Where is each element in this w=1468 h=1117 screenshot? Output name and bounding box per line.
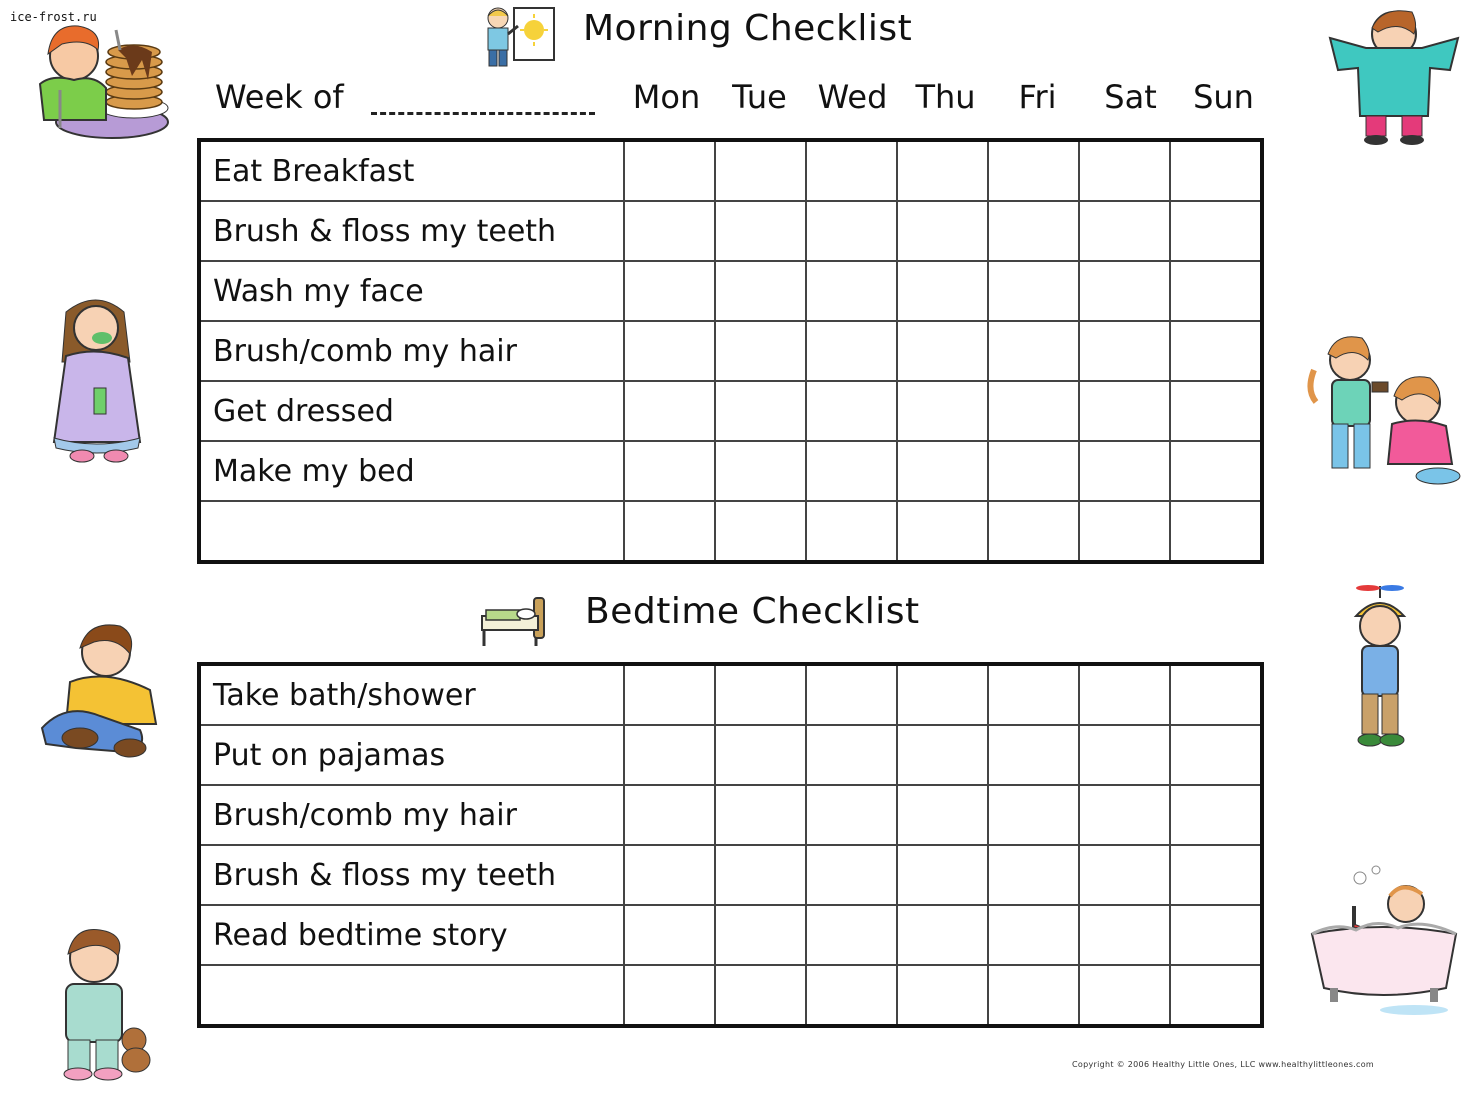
check-box[interactable]	[897, 905, 988, 965]
task-label: Wash my face	[199, 261, 624, 321]
check-box[interactable]	[988, 321, 1079, 381]
check-box[interactable]	[897, 201, 988, 261]
check-box[interactable]	[988, 381, 1079, 441]
boy-with-propeller-cap-icon	[1340, 582, 1420, 754]
check-box[interactable]	[988, 501, 1079, 562]
day-label-wed: Wed	[817, 78, 888, 116]
check-box[interactable]	[897, 725, 988, 785]
check-box[interactable]	[624, 725, 715, 785]
day-label-sun: Sun	[1193, 78, 1254, 116]
task-label: Make my bed	[199, 441, 624, 501]
week-of-blank-line	[371, 112, 595, 115]
check-box[interactable]	[624, 441, 715, 501]
task-label: Put on pajamas	[199, 725, 624, 785]
table-row	[199, 201, 1262, 261]
task-label: Brush & floss my teeth	[199, 845, 624, 905]
check-box[interactable]	[1170, 725, 1262, 785]
check-box[interactable]	[806, 725, 897, 785]
table-row	[199, 965, 1262, 1026]
morning-checklist-title: Morning Checklist	[583, 8, 913, 49]
day-label-mon: Mon	[632, 78, 701, 116]
check-box[interactable]	[715, 664, 806, 725]
check-box[interactable]	[897, 321, 988, 381]
check-box[interactable]	[897, 140, 988, 201]
check-box[interactable]	[806, 140, 897, 201]
check-box[interactable]	[897, 845, 988, 905]
check-box[interactable]	[715, 140, 806, 201]
check-box[interactable]	[624, 785, 715, 845]
table-row	[199, 845, 1262, 905]
task-label: Take bath/shower	[199, 664, 624, 725]
check-box[interactable]	[624, 965, 715, 1026]
check-box[interactable]	[715, 321, 806, 381]
day-label-thu: Thu	[915, 78, 976, 116]
check-box[interactable]	[715, 845, 806, 905]
check-box[interactable]	[1170, 501, 1262, 562]
check-box[interactable]	[988, 441, 1079, 501]
check-box[interactable]	[1079, 664, 1170, 725]
check-box[interactable]	[1170, 845, 1262, 905]
check-box[interactable]	[1079, 321, 1170, 381]
check-box[interactable]	[806, 441, 897, 501]
table-row	[199, 381, 1262, 441]
check-box[interactable]	[988, 785, 1079, 845]
morning-checklist-table	[197, 138, 1264, 564]
check-box[interactable]	[1079, 965, 1170, 1026]
check-box[interactable]	[1170, 201, 1262, 261]
task-label: Brush/comb my hair	[199, 321, 624, 381]
check-box[interactable]	[1170, 905, 1262, 965]
table-row	[199, 501, 1262, 562]
check-box[interactable]	[1079, 845, 1170, 905]
child-eating-pancakes-icon	[22, 10, 174, 142]
check-box[interactable]	[715, 381, 806, 441]
check-box[interactable]	[715, 905, 806, 965]
check-box[interactable]	[806, 381, 897, 441]
check-box[interactable]	[1170, 664, 1262, 725]
task-label-blank[interactable]	[199, 501, 624, 562]
bedtime-checklist-table	[197, 662, 1264, 1028]
table-row	[199, 785, 1262, 845]
check-box[interactable]	[988, 905, 1079, 965]
girl-brushing-teeth-icon	[44, 292, 148, 464]
day-label-sat: Sat	[1104, 78, 1157, 116]
watermark: ice-frost.ru	[10, 10, 97, 24]
task-label: Eat Breakfast	[199, 140, 624, 201]
check-box[interactable]	[624, 261, 715, 321]
check-box[interactable]	[624, 381, 715, 441]
day-label-tue: Tue	[732, 78, 787, 116]
check-box[interactable]	[806, 261, 897, 321]
check-box[interactable]	[806, 905, 897, 965]
check-box[interactable]	[715, 441, 806, 501]
check-box[interactable]	[897, 261, 988, 321]
boy-tying-shoes-icon	[36, 620, 160, 762]
check-box[interactable]	[1079, 905, 1170, 965]
check-box[interactable]	[897, 381, 988, 441]
check-box[interactable]	[988, 664, 1079, 725]
check-box[interactable]	[624, 905, 715, 965]
check-box[interactable]	[806, 321, 897, 381]
check-box[interactable]	[988, 261, 1079, 321]
check-box[interactable]	[806, 501, 897, 562]
check-box[interactable]	[624, 140, 715, 201]
copyright-notice: Copyright © 2006 Healthy Little Ones, LLC www.healthylittleones.com	[1072, 1060, 1374, 1069]
check-box[interactable]	[806, 201, 897, 261]
task-label: Read bedtime story	[199, 905, 624, 965]
check-box[interactable]	[1170, 441, 1262, 501]
check-box[interactable]	[624, 664, 715, 725]
check-box[interactable]	[1079, 201, 1170, 261]
check-box[interactable]	[1079, 785, 1170, 845]
girl-brushing-hair-icon	[1306, 330, 1466, 488]
table-row	[199, 441, 1262, 501]
check-box[interactable]	[988, 201, 1079, 261]
check-box[interactable]	[715, 785, 806, 845]
week-of-label: Week of	[215, 78, 344, 116]
table-row	[199, 905, 1262, 965]
morning-header-row	[215, 78, 1275, 122]
check-box[interactable]	[624, 321, 715, 381]
check-box[interactable]	[1170, 140, 1262, 201]
check-box[interactable]	[1079, 140, 1170, 201]
table-row	[199, 664, 1262, 725]
check-box[interactable]	[1079, 725, 1170, 785]
task-label: Get dressed	[199, 381, 624, 441]
table-row	[199, 321, 1262, 381]
check-box[interactable]	[1170, 381, 1262, 441]
check-box[interactable]	[897, 965, 988, 1026]
baby-in-bathtub-icon	[1306, 862, 1462, 1018]
check-box[interactable]	[806, 965, 897, 1026]
check-box[interactable]	[1170, 785, 1262, 845]
check-box[interactable]	[1079, 381, 1170, 441]
check-box[interactable]	[988, 725, 1079, 785]
task-label: Brush & floss my teeth	[199, 201, 624, 261]
check-box[interactable]	[988, 140, 1079, 201]
check-box[interactable]	[1170, 261, 1262, 321]
check-box[interactable]	[1079, 261, 1170, 321]
check-box[interactable]	[806, 845, 897, 905]
check-box[interactable]	[1170, 965, 1262, 1026]
table-row	[199, 261, 1262, 321]
check-box[interactable]	[715, 965, 806, 1026]
child-drawing-sun-icon	[476, 2, 558, 74]
check-box[interactable]	[715, 201, 806, 261]
check-box[interactable]	[624, 201, 715, 261]
check-box[interactable]	[715, 261, 806, 321]
task-label: Brush/comb my hair	[199, 785, 624, 845]
check-box[interactable]	[715, 501, 806, 562]
check-box[interactable]	[1079, 501, 1170, 562]
day-label-fri: Fri	[1018, 78, 1057, 116]
check-box[interactable]	[624, 501, 715, 562]
check-box[interactable]	[624, 845, 715, 905]
check-box[interactable]	[988, 845, 1079, 905]
table-row	[199, 725, 1262, 785]
check-box[interactable]	[806, 785, 897, 845]
boy-in-pajamas-with-teddy-icon	[52, 922, 156, 1084]
task-label-blank[interactable]	[199, 965, 624, 1026]
check-box[interactable]	[897, 664, 988, 725]
check-box[interactable]	[897, 785, 988, 845]
bed-icon	[476, 592, 552, 650]
bedtime-checklist-title: Bedtime Checklist	[585, 591, 920, 632]
check-box[interactable]	[897, 441, 988, 501]
check-box[interactable]	[806, 664, 897, 725]
check-box[interactable]	[715, 725, 806, 785]
check-box[interactable]	[1079, 441, 1170, 501]
table-row	[199, 140, 1262, 201]
check-box[interactable]	[1170, 321, 1262, 381]
check-box[interactable]	[897, 501, 988, 562]
child-putting-on-shirt-icon	[1322, 4, 1466, 146]
check-box[interactable]	[988, 965, 1079, 1026]
